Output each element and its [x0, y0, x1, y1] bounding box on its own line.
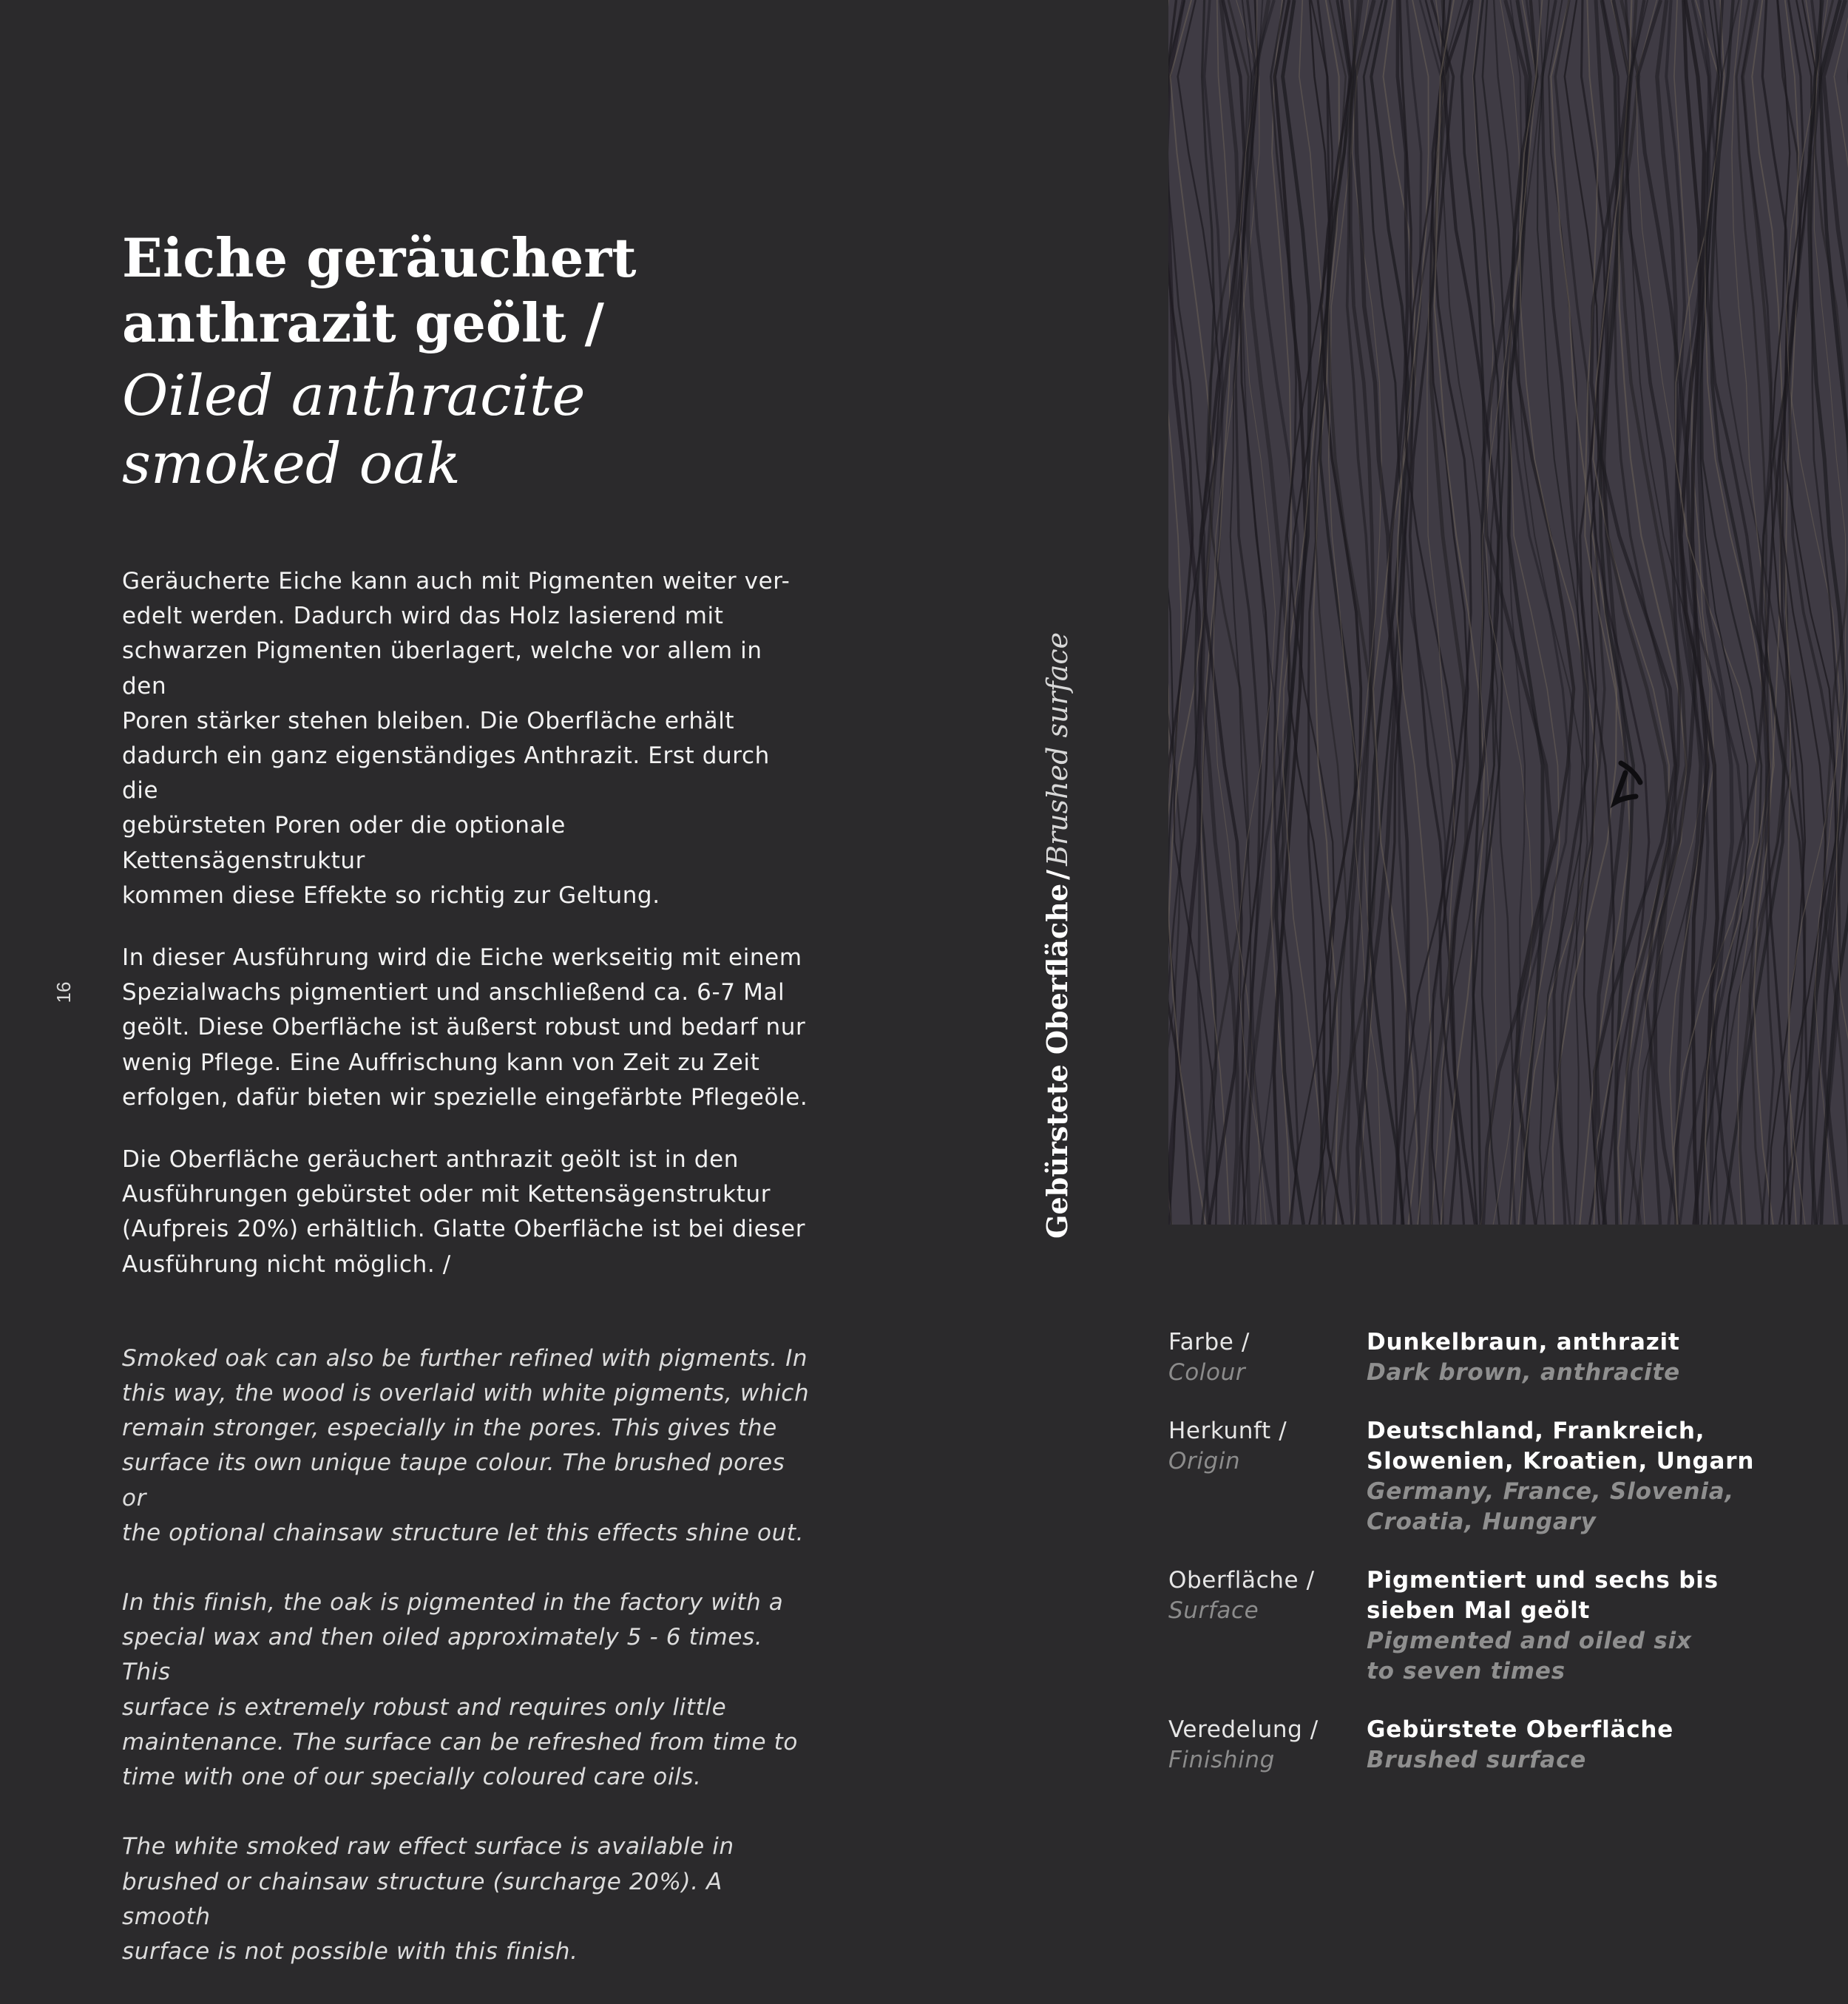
- paragraph-line: surface is extremely robust and requires only little: [122, 1693, 727, 1721]
- spec-value-en: Brushed surface: [1367, 1747, 1587, 1773]
- spec-label: [1168, 1715, 1367, 1775]
- surface-label-separator: /: [1040, 870, 1074, 880]
- spec-label-de: Farbe /: [1168, 1329, 1250, 1355]
- paragraph: [122, 1341, 813, 1551]
- title-english-line: smoked oak: [122, 430, 461, 496]
- paragraph: [122, 1829, 813, 1969]
- spec-value-de: Pigmentiert und sechs bis: [1367, 1567, 1719, 1594]
- paragraph-line: special wax and then oiled approximately 5 - 6 times. This: [122, 1624, 763, 1686]
- paragraph-line: In dieser Ausführung wird die Eiche werkseitig mit einem: [122, 944, 802, 972]
- paragraph: [122, 1143, 813, 1282]
- spec-value-de: sieben Mal geölt: [1367, 1597, 1591, 1624]
- paragraph-line: maintenance. The surface can be refreshed from time to: [122, 1728, 798, 1756]
- spec-value-de: Deutschland, Frankreich,: [1367, 1418, 1705, 1444]
- paragraph-line: gebürsteten Poren oder die optionale Kettensägenstruktur: [122, 812, 566, 874]
- paragraph-line: wenig Pflege. Eine Auffrischung kann von Zeit zu Zeit: [122, 1049, 760, 1076]
- spec-label-de: Herkunft /: [1168, 1418, 1287, 1444]
- spec-value-en: Croatia, Hungary: [1367, 1509, 1597, 1535]
- paragraph: [122, 1585, 813, 1795]
- paragraph-line: geölt. Diese Oberfläche ist äußerst robust und bedarf nur: [122, 1014, 806, 1041]
- paragraph-line: The white smoked raw effect surface is available in: [122, 1833, 734, 1861]
- spec-value: [1367, 1565, 1834, 1687]
- spec-value: [1367, 1327, 1834, 1388]
- title-german: [122, 226, 788, 356]
- title-english-line: Oiled anthracite: [122, 362, 586, 428]
- paragraph-line: Ausführungen gebürstet oder mit Kettensägenstruktur: [122, 1181, 771, 1208]
- paragraph-line: Geräucherte Eiche kann auch mit Pigmenten weiter ver-: [122, 568, 791, 595]
- paragraph-line: Spezialwachs pigmentiert und anschließend ca. 6-7 Mal: [122, 979, 785, 1006]
- paragraph-line: In this finish, the oak is pigmented in the factory with a: [122, 1589, 784, 1617]
- spec-value-en: Pigmented and oiled six: [1367, 1628, 1692, 1654]
- paragraph-line: brushed or chainsaw structure (surcharge 20%). A smooth: [122, 1868, 722, 1930]
- spec-label-en: Surface: [1168, 1597, 1259, 1624]
- title-block: [122, 226, 788, 498]
- spec-label: [1168, 1565, 1367, 1687]
- wood-grain-texture: [1168, 0, 1848, 1225]
- paragraph-line: (Aufpreis 20%) erhältlich. Glatte Oberfläche ist bei dieser: [122, 1216, 806, 1243]
- paragraph-line: edelt werden. Dadurch wird das Holz lasierend mit: [122, 603, 724, 630]
- spec-row: [1168, 1327, 1834, 1388]
- spec-value-de: Slowenien, Kroatien, Ungarn: [1367, 1448, 1755, 1475]
- paragraph-line: erfolgen, dafür bieten wir spezielle eingefärbte Pflegeöle.: [122, 1083, 808, 1111]
- paragraph-line: remain stronger, especially in the pores. This gives the: [122, 1415, 777, 1442]
- spec-value-en: Germany, France, Slovenia,: [1367, 1478, 1735, 1505]
- german-text: [122, 564, 813, 1282]
- paragraph-line: the optional chainsaw structure let this effects shine out.: [122, 1519, 805, 1546]
- spec-label-de: Oberfläche /: [1168, 1567, 1315, 1594]
- spec-label-en: Finishing: [1168, 1747, 1275, 1773]
- spec-value-de: Dunkelbraun, anthrazit: [1367, 1329, 1680, 1355]
- spec-label-de: Veredelung /: [1168, 1716, 1319, 1743]
- paragraph-line: schwarzen Pigmenten überlagert, welche vor allem in den: [122, 637, 762, 700]
- surface-label-german: Gebürstete Oberfläche: [1040, 884, 1074, 1239]
- paragraph-line: Ausführung nicht möglich. /: [122, 1250, 451, 1278]
- spec-row: [1168, 1565, 1834, 1687]
- spec-value-de: Gebürstete Oberfläche: [1367, 1716, 1674, 1743]
- spec-row: [1168, 1715, 1834, 1775]
- spec-label: [1168, 1416, 1367, 1537]
- spec-label: [1168, 1327, 1367, 1388]
- paragraph: [122, 941, 813, 1115]
- surface-vertical-label: [1035, 632, 1080, 1239]
- spec-label-en: Colour: [1168, 1359, 1246, 1386]
- paragraph-line: time with one of our specially coloured care oils.: [122, 1764, 702, 1791]
- spec-value-en: to seven times: [1367, 1658, 1566, 1685]
- paragraph-line: Smoked oak can also be further refined with pigments. In: [122, 1344, 808, 1372]
- paragraph-line: Die Oberfläche geräuchert anthrazit geölt ist in den: [122, 1146, 739, 1174]
- title-english: [122, 362, 788, 498]
- spec-value-en: Dark brown, anthracite: [1367, 1359, 1680, 1386]
- paragraph: [122, 564, 813, 913]
- title-german-line: anthrazit geölt /: [122, 291, 604, 354]
- paragraph-line: dadurch ein ganz eigenständiges Anthrazit. Erst durch die: [122, 742, 770, 805]
- spec-value: [1367, 1416, 1834, 1537]
- spec-row: [1168, 1416, 1834, 1537]
- english-text: [122, 1341, 813, 1969]
- page-number: 16: [53, 981, 75, 1003]
- surface-label-english: Brushed surface: [1041, 632, 1074, 866]
- paragraph-line: surface is not possible with this finish.: [122, 1937, 578, 1965]
- spec-label-en: Origin: [1168, 1448, 1241, 1475]
- body-text: [122, 564, 813, 2004]
- wood-sample-image: [1168, 0, 1848, 1225]
- title-german-line: Eiche geräuchert: [122, 226, 637, 289]
- paragraph-line: Poren stärker stehen bleiben. Die Oberfläche erhält: [122, 707, 735, 734]
- spec-value: [1367, 1715, 1834, 1775]
- paragraph-line: this way, the wood is overlaid with white pigments, which: [122, 1380, 810, 1407]
- specifications-table: [1168, 1327, 1834, 1804]
- paragraph-line: surface its own unique taupe colour. The brushed pores or: [122, 1449, 785, 1512]
- paragraph-line: kommen diese Effekte so richtig zur Geltung.: [122, 881, 660, 909]
